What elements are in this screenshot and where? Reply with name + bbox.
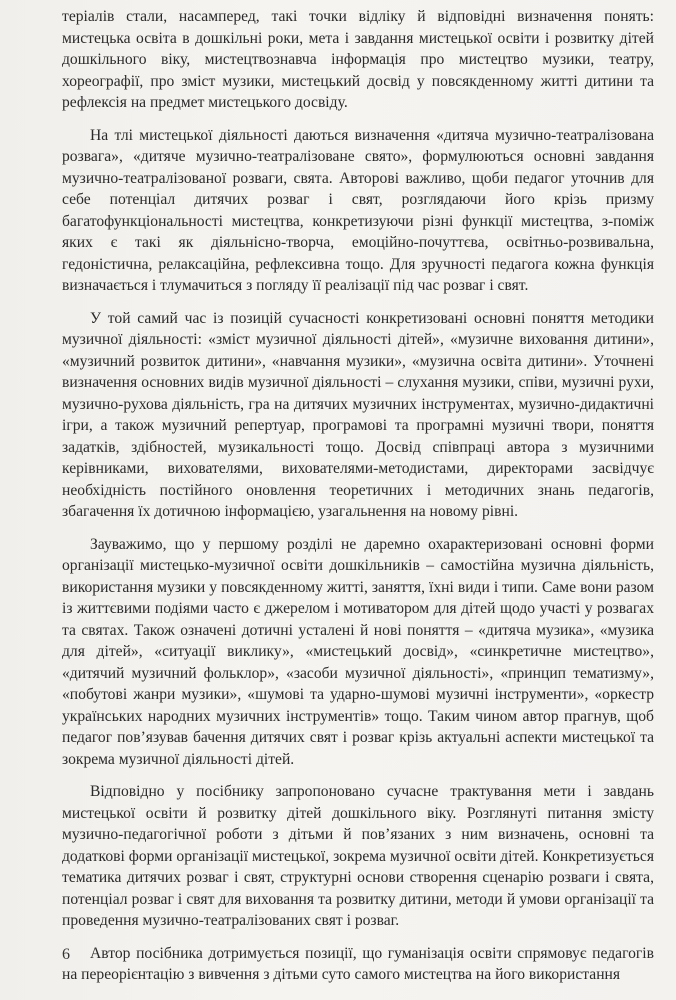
text-column	[62, 6, 654, 986]
paragraph-first-section: Зауважимо, що у першому розділі не даремно охарактеризовані основні форми організації мистецько-музичної освіти дошкільників – самостійна музична діяльність, використання музики у повсякденному житті, заняття, їхні види і типи. Саме вони разом із життєвими подіями часто є джерелом і мотиватором для дітей щодо участі у розвагах та святах. Також означені дотичні усталені й нові поняття – «дитяча музика», «музика для дітей», «ситуації виклику», «мистецький досвід», «синкретичне мистецтво», «дитячий музичний фольклор», «засоби музичної діяльності», «принцип тематизму», «побутові жанри музики», «шумові та ударно-шумові музичні інструменти», «оркестр українських народних музичних інструментів» тощо. Таким чином автор прагнув, щоб педагог пов’язував бачення дитячих свят і розваг крізь актуальні аспекти мистецької та зокрема музичної діяльності дітей.	[62, 535, 654, 768]
paragraph-gap	[62, 932, 654, 943]
page-number: 6	[62, 946, 70, 963]
paragraph-gap	[62, 114, 654, 125]
paragraph-manual-goals: Відповідно у посібнику запропоновано сучасне трактування мети і завдань мистецької освіти й розвитку дітей дошкільного віку. Розглянуті питання змісту музично-педагогічної роботи з дітьми й пов’язаних з ним визначень, основні та додаткові форми організації мистецької, зокрема музичної освіти дітей. Конкретизується тематика дитячих розваг і свят, структурні основи створення сценарію розваги і свята, потенціал розваг і свят для виховання та розвитку дитини, методи й умови організації та проведення музично-театралізованих свят і розваг.	[62, 783, 654, 929]
paragraph-music-concepts: У той самий час із позицій сучасності конкретизовані основні поняття методики музичної діяльності: «зміст музичної діяльності дітей», «музичне виховання дитини», «музичний розвиток дитини», «навчання музики», «музична освіта дитини». Уточнені визначення основних видів музичної діяльності – слухання музики, співи, музичні рухи, музично-рухова діяльність, гра на дитячих музичних інструментах, музично-дидактичні ігри, а також музичний репертуар, програмові та програмні музичні твори, поняття задатків, здібностей, музикальності тощо. Досвід співпраці автора з музичними керівниками, вихователями, вихователями-методистами, директорами засвідчує необхідність постійного оновлення теоретичних і методичних знань педагогів, збагачення їх дотичною інформацією, узагальнення на новому рівні.	[62, 309, 654, 520]
paragraph-author-position: Автор посібника дотримується позиції, що гуманізація освіти спрямовує педагогів на переорієнтацію з вивчення з дітьми суто самого мистецтва на його використання	[62, 944, 654, 983]
paragraph-gap	[62, 770, 654, 781]
paragraph-art-activity: На тлі мистецької діяльності даються визначення «дитяча музично-театралізована розвага», «дитяче музично-театралізоване свято», формулюються основні завдання музично-театралізованої розваги, свята. Авторові важливо, щоби педагог уточнив для себе потенціал дитячих розваг і свят, розглядаючи його крізь призму багатофункціональності мистецтва, конкретизуючи різні функції мистецтва, з-поміж яких є такі як діяльнісно-творча, емоційно-почуттєва, освітньо-розвивальна, гедоністична, релаксаційна, рефлексивна тощо. Для зручності педагога кожна функція визначається і тлумачиться з погляду її реалізації під час розваг і свят.	[62, 126, 654, 294]
paragraph-gap	[62, 523, 654, 534]
paragraph-gap	[62, 297, 654, 308]
paragraph-continuation: теріалів стали, насамперед, такі точки відліку й відповідні визначення понять: мистецька освіта в дошкільні роки, мета і завдання мистецької освіти і розвитку дітей дошкільного віку, мистецтвознавча інформація про мистецтво музики, театру, хореографії, про зміст музики, мистецький досвід у повсякденному житті дитини та рефлексія на предмет мистецького досвіду.	[62, 8, 654, 111]
